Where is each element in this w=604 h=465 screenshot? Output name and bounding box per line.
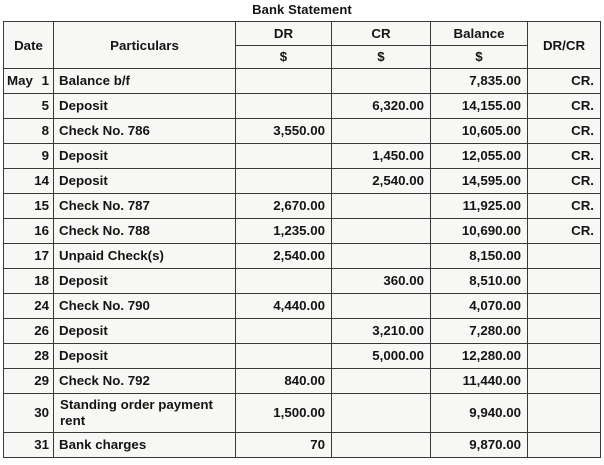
- cell-date: [4, 244, 54, 269]
- cell-balance-text: 14,595.00: [461, 173, 521, 188]
- cell-particulars: [54, 169, 236, 194]
- cell-drcr-text: CR.: [571, 123, 594, 138]
- table-row: [4, 269, 601, 294]
- cell-drcr: [528, 369, 601, 394]
- cell-particulars-text: Check No. 786: [59, 123, 150, 138]
- cell-particulars: [54, 319, 236, 344]
- table-row: [4, 219, 601, 244]
- cell-drcr-text: CR.: [571, 223, 594, 238]
- cell-dr-text: 1,235.00: [273, 223, 325, 238]
- cell-date: [4, 369, 54, 394]
- column-header-dr: [236, 22, 332, 46]
- cell-drcr-text: [528, 305, 600, 308]
- cell-drcr: [528, 394, 601, 433]
- table-header-row-primary: [4, 22, 601, 46]
- cell-particulars-text: Standing order payment rent: [60, 397, 213, 428]
- cell-drcr-text: [528, 255, 600, 258]
- cell-particulars: [54, 194, 236, 219]
- cell-dr: [236, 169, 332, 194]
- cell-dr: [236, 194, 332, 219]
- cell-cr-text: [332, 80, 430, 83]
- cell-balance-text: 11,440.00: [462, 373, 521, 388]
- cell-cr: [332, 69, 431, 94]
- cell-dr: [236, 369, 332, 394]
- cell-date: [4, 69, 54, 94]
- cell-dr: [236, 119, 332, 144]
- date-day: 14: [34, 173, 49, 188]
- cell-particulars-text: Deposit: [59, 323, 108, 338]
- cell-cr: [332, 144, 431, 169]
- cell-date: [4, 94, 54, 119]
- cell-drcr-text: [528, 380, 600, 383]
- cell-cr: [332, 369, 431, 394]
- cell-cr-text: 1,450.00: [372, 148, 424, 163]
- cell-balance: [431, 69, 528, 94]
- cell-drcr: [528, 344, 601, 369]
- cell-cr-text: [332, 130, 430, 133]
- cell-drcr: [528, 169, 601, 194]
- date-month: May: [7, 73, 33, 88]
- cell-dr-text: [236, 80, 331, 83]
- column-header-dr-currency: [236, 45, 332, 69]
- cell-particulars: [54, 433, 236, 458]
- cell-balance: [431, 294, 528, 319]
- date-day: 17: [34, 248, 49, 263]
- cell-balance-text: 8,150.00: [469, 248, 521, 263]
- cell-drcr-text: CR.: [571, 198, 594, 213]
- cell-particulars-text: Deposit: [59, 148, 108, 163]
- cell-cr-text: [332, 380, 430, 383]
- cell-particulars-text: Balance b/f: [59, 73, 130, 88]
- column-header-particulars-label: Particulars: [110, 37, 179, 53]
- table-row: [4, 369, 601, 394]
- cell-balance-text: 11,925.00: [462, 198, 521, 213]
- date-day: 16: [34, 223, 49, 238]
- cell-dr-text: 4,440.00: [273, 298, 325, 313]
- cell-cr-text: 3,210.00: [372, 323, 424, 338]
- date-day: 24: [34, 298, 49, 313]
- date-day: 31: [34, 437, 49, 452]
- cell-dr-text: 1,500.00: [273, 405, 325, 420]
- table-row: [4, 433, 601, 458]
- cell-date: [4, 269, 54, 294]
- cell-drcr-text: CR.: [571, 98, 594, 113]
- column-header-cr-label: CR: [371, 25, 391, 41]
- cell-particulars: [54, 144, 236, 169]
- cell-dr-text: [236, 180, 331, 183]
- cell-cr: [332, 219, 431, 244]
- cell-balance-text: 8,510.00: [469, 273, 521, 288]
- cell-balance-text: 12,055.00: [461, 148, 521, 163]
- cell-dr-text: [236, 330, 331, 333]
- cell-date: [4, 294, 54, 319]
- cell-dr: [236, 219, 332, 244]
- cell-date: [4, 169, 54, 194]
- cell-cr-text: 2,540.00: [372, 173, 424, 188]
- cell-particulars-text: Deposit: [59, 348, 108, 363]
- cell-date: [4, 319, 54, 344]
- cell-dr-text: 70: [310, 437, 325, 452]
- cell-cr-text: [332, 305, 430, 308]
- cell-particulars: [54, 69, 236, 94]
- cell-cr-text: 5,000.00: [372, 348, 424, 363]
- cell-drcr: [528, 144, 601, 169]
- cell-balance-text: 4,070.00: [469, 298, 521, 313]
- cell-particulars-text: Check No. 792: [59, 373, 150, 388]
- column-header-balance: [431, 22, 528, 46]
- table-header: [4, 22, 601, 69]
- cell-particulars-text: Deposit: [59, 273, 108, 288]
- column-header-drcr: [528, 22, 601, 69]
- cell-cr-text: [332, 230, 430, 233]
- column-header-cr-currency: [332, 45, 431, 69]
- cell-dr: [236, 94, 332, 119]
- cell-particulars: [54, 244, 236, 269]
- cell-cr: [332, 244, 431, 269]
- cell-balance: [431, 344, 528, 369]
- cell-drcr-text: [528, 330, 600, 333]
- cell-balance-text: 9,870.00: [469, 437, 521, 452]
- cell-particulars-text: Check No. 790: [59, 298, 150, 313]
- cell-drcr: [528, 319, 601, 344]
- table-row: [4, 344, 601, 369]
- table-row: [4, 94, 601, 119]
- cell-date: [4, 119, 54, 144]
- cell-dr: [236, 69, 332, 94]
- cr-currency-symbol: $: [377, 49, 385, 65]
- cell-dr: [236, 294, 332, 319]
- cell-cr: [332, 294, 431, 319]
- date-day: 1: [41, 73, 49, 88]
- cell-cr: [332, 433, 431, 458]
- date-day: 26: [34, 323, 49, 338]
- cell-balance: [431, 194, 528, 219]
- table-row: [4, 119, 601, 144]
- column-header-balance-label: Balance: [453, 25, 505, 41]
- cell-balance: [431, 269, 528, 294]
- bank-statement-table: [3, 21, 601, 458]
- cell-date: [4, 344, 54, 369]
- cell-dr-text: 840.00: [284, 373, 325, 388]
- cell-drcr-text: CR.: [571, 148, 594, 163]
- cell-dr-text: [236, 105, 331, 108]
- table-row: [4, 69, 601, 94]
- table-body: [4, 69, 601, 458]
- cell-drcr: [528, 269, 601, 294]
- column-header-balance-currency: [431, 45, 528, 69]
- cell-date: [4, 144, 54, 169]
- cell-balance: [431, 144, 528, 169]
- cell-particulars-text: Deposit: [59, 173, 108, 188]
- cell-balance-text: 7,835.00: [469, 73, 521, 88]
- cell-dr: [236, 244, 332, 269]
- cell-cr-text: 6,320.00: [372, 98, 424, 113]
- cell-cr: [332, 169, 431, 194]
- cell-dr-text: 2,540.00: [273, 248, 325, 263]
- table-row: [4, 394, 601, 433]
- cell-dr: [236, 144, 332, 169]
- cell-dr: [236, 319, 332, 344]
- table-container: [0, 21, 604, 458]
- date-day: 15: [34, 198, 49, 213]
- date-day: 28: [34, 348, 49, 363]
- cell-drcr-text: CR.: [571, 73, 594, 88]
- cell-balance-text: 14,155.00: [461, 98, 521, 113]
- column-header-date: [4, 22, 54, 69]
- date-day: 29: [34, 373, 49, 388]
- cell-particulars-text: Deposit: [59, 98, 108, 113]
- table-row: [4, 169, 601, 194]
- cell-particulars-text: Bank charges: [59, 437, 147, 452]
- cell-drcr: [528, 219, 601, 244]
- cell-drcr-text: [528, 280, 600, 283]
- cell-balance-text: 12,280.00: [461, 348, 521, 363]
- cell-particulars: [54, 294, 236, 319]
- table-row: [4, 194, 601, 219]
- date-day: 9: [41, 148, 49, 163]
- cell-dr-text: [236, 155, 331, 158]
- cell-balance: [431, 319, 528, 344]
- cell-drcr: [528, 119, 601, 144]
- cell-dr: [236, 269, 332, 294]
- cell-dr: [236, 433, 332, 458]
- column-header-drcr-label: DR/CR: [542, 37, 586, 53]
- column-header-date-label: Date: [14, 37, 43, 53]
- cell-balance-text: 7,280.00: [469, 323, 521, 338]
- date-day: 5: [41, 98, 49, 113]
- cell-cr: [332, 344, 431, 369]
- cell-balance: [431, 394, 528, 433]
- cell-date: [4, 194, 54, 219]
- cell-drcr-text: [528, 444, 600, 447]
- cell-drcr: [528, 94, 601, 119]
- cell-cr: [332, 319, 431, 344]
- cell-particulars: [54, 119, 236, 144]
- cell-drcr-text: [528, 412, 600, 415]
- column-header-particulars: [54, 22, 236, 69]
- date-day: 30: [34, 405, 49, 420]
- cell-drcr: [528, 244, 601, 269]
- cell-particulars: [54, 219, 236, 244]
- cell-balance: [431, 433, 528, 458]
- table-row: [4, 294, 601, 319]
- cell-cr-text: [332, 255, 430, 258]
- cell-balance: [431, 94, 528, 119]
- cell-balance: [431, 219, 528, 244]
- cell-date: [4, 219, 54, 244]
- cell-balance-text: 10,690.00: [461, 223, 521, 238]
- date-day: 18: [34, 273, 49, 288]
- cell-particulars: [54, 269, 236, 294]
- cell-drcr: [528, 194, 601, 219]
- cell-drcr: [528, 433, 601, 458]
- cell-balance-text: 9,940.00: [469, 405, 521, 420]
- cell-drcr: [528, 69, 601, 94]
- cell-cr: [332, 94, 431, 119]
- cell-drcr: [528, 294, 601, 319]
- page-title: Bank Statement: [252, 2, 352, 17]
- cell-cr-text: [332, 205, 430, 208]
- date-day: 8: [41, 123, 49, 138]
- balance-currency-symbol: $: [475, 49, 483, 65]
- table-row: [4, 244, 601, 269]
- cell-drcr-text: CR.: [571, 173, 594, 188]
- cell-dr-text: [236, 280, 331, 283]
- cell-dr: [236, 344, 332, 369]
- cell-particulars: [54, 94, 236, 119]
- cell-cr: [332, 269, 431, 294]
- cell-date: [4, 394, 54, 433]
- column-header-cr: [332, 22, 431, 46]
- cell-dr-text: 3,550.00: [273, 123, 325, 138]
- cell-balance: [431, 119, 528, 144]
- cell-particulars-text: Unpaid Check(s): [59, 248, 164, 263]
- cell-particulars: [54, 344, 236, 369]
- cell-drcr-text: [528, 355, 600, 358]
- cell-date: [4, 433, 54, 458]
- cell-cr-text: [332, 412, 430, 415]
- cell-balance-text: 10,605.00: [461, 123, 521, 138]
- cell-dr-text: [236, 355, 331, 358]
- cell-cr: [332, 394, 431, 433]
- cell-cr-text: 360.00: [383, 273, 424, 288]
- cell-balance: [431, 169, 528, 194]
- cell-particulars: [54, 369, 236, 394]
- column-header-dr-label: DR: [273, 25, 294, 41]
- cell-particulars-text: Check No. 788: [59, 223, 150, 238]
- cell-cr: [332, 194, 431, 219]
- table-row: [4, 319, 601, 344]
- cell-balance: [431, 369, 528, 394]
- cell-dr-text: 2,670.00: [273, 198, 325, 213]
- cell-particulars-text: Check No. 787: [59, 198, 150, 213]
- cell-cr: [332, 119, 431, 144]
- dr-currency-symbol: $: [279, 49, 288, 65]
- cell-cr-text: [332, 444, 430, 447]
- cell-particulars: [54, 394, 236, 433]
- cell-balance: [431, 244, 528, 269]
- table-row: [4, 144, 601, 169]
- cell-dr: [236, 394, 332, 433]
